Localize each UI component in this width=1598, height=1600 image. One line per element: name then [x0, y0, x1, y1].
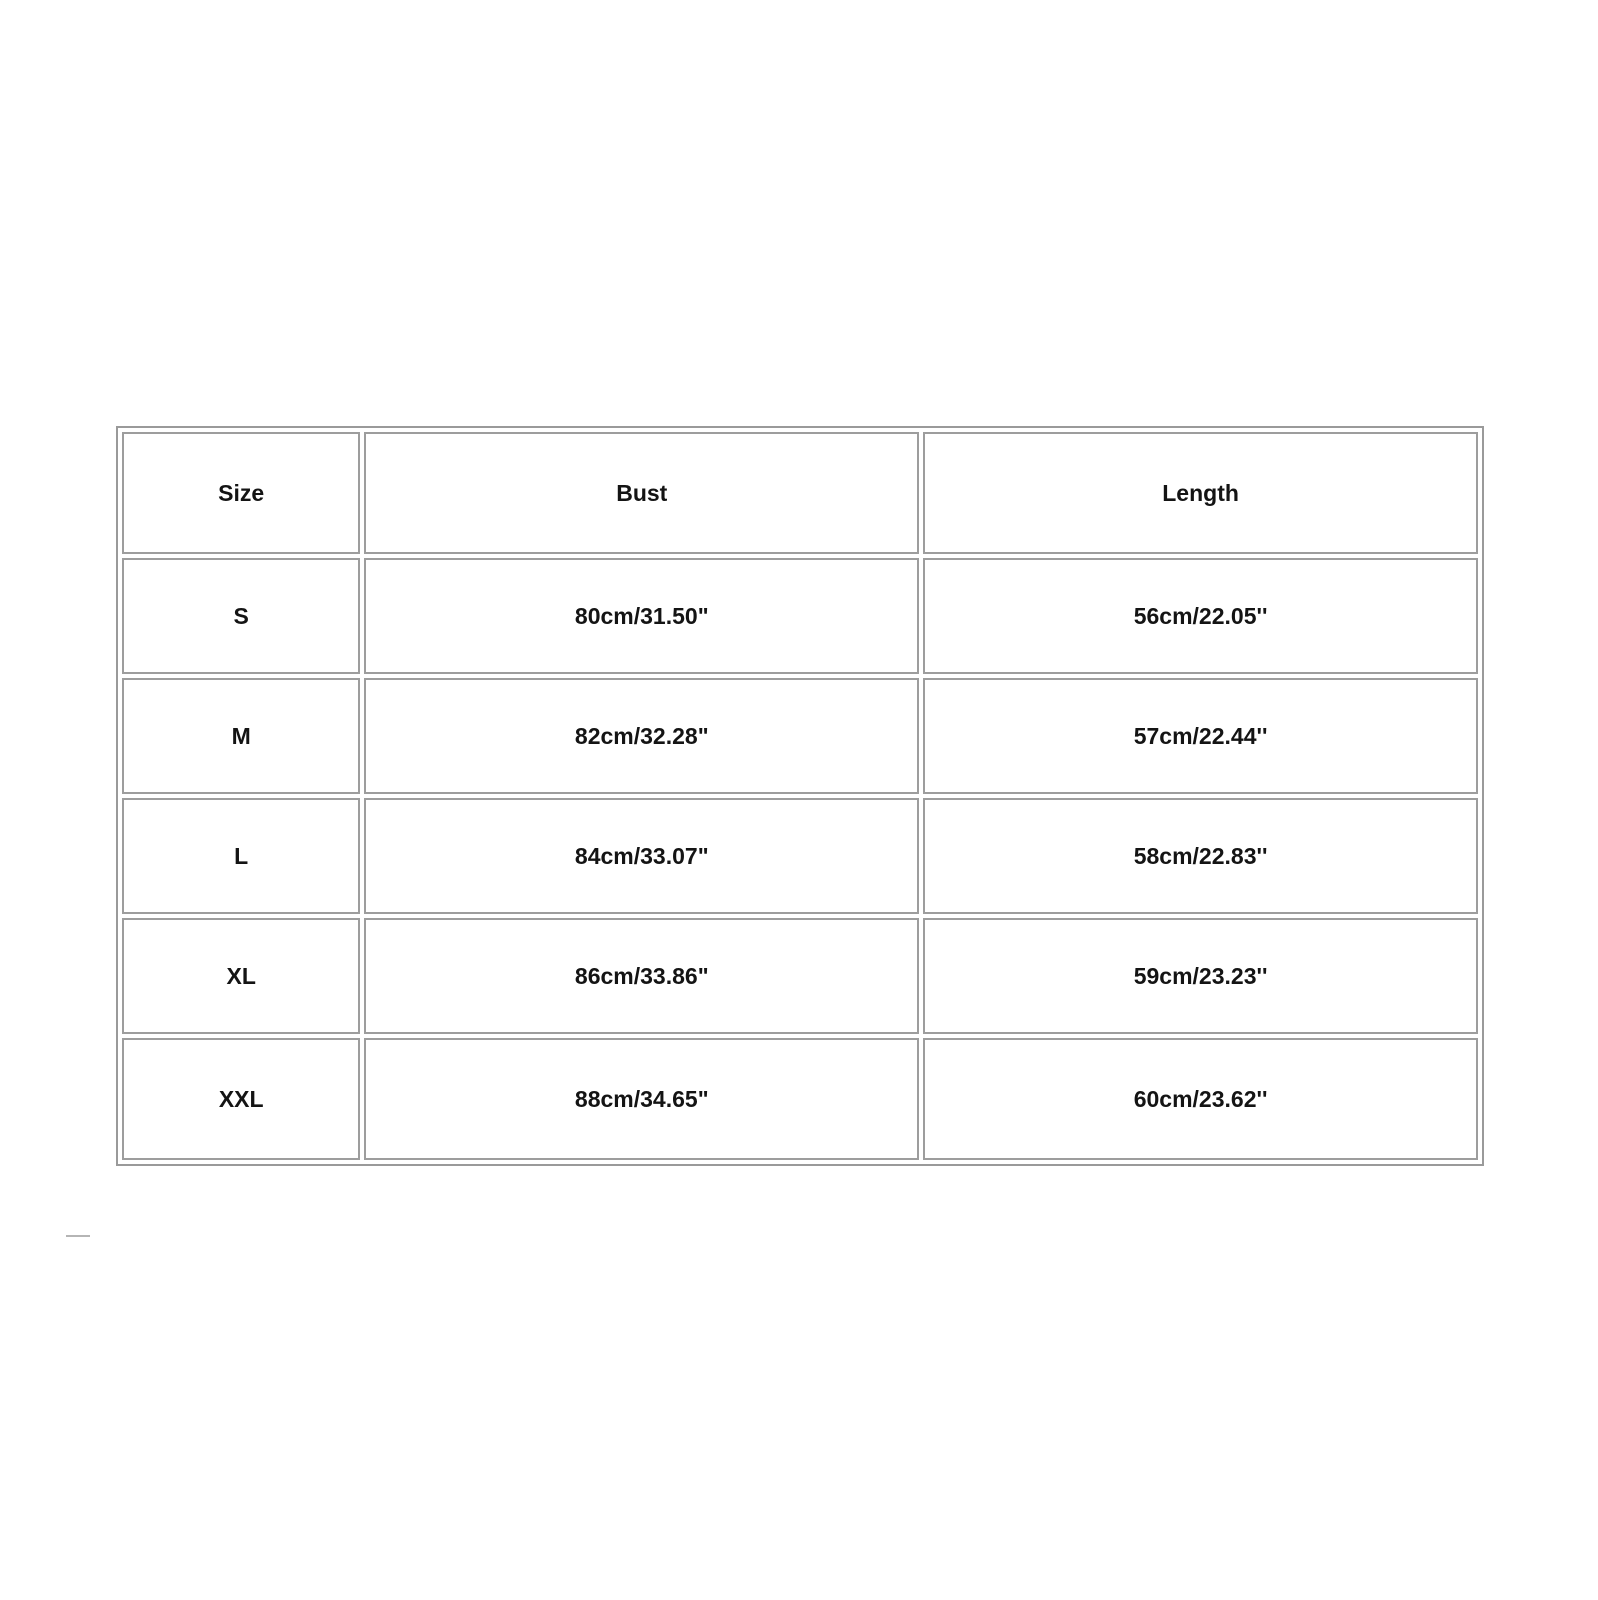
cell-bust: 82cm/32.28"	[364, 678, 919, 794]
cell-size: L	[122, 798, 360, 914]
header-length: Length	[923, 432, 1478, 554]
cell-size: S	[122, 558, 360, 674]
cell-length: 56cm/22.05''	[923, 558, 1478, 674]
cell-length: 58cm/22.83''	[923, 798, 1478, 914]
cell-length: 57cm/22.44''	[923, 678, 1478, 794]
header-size: Size	[122, 432, 360, 554]
divider-mark	[66, 1235, 90, 1237]
cell-length: 60cm/23.62''	[923, 1038, 1478, 1160]
cell-size: XXL	[122, 1038, 360, 1160]
cell-length: 59cm/23.23''	[923, 918, 1478, 1034]
cell-bust: 84cm/33.07"	[364, 798, 919, 914]
cell-size: XL	[122, 918, 360, 1034]
table-row	[122, 798, 1478, 914]
cell-size: M	[122, 678, 360, 794]
cell-bust: 88cm/34.65"	[364, 1038, 919, 1160]
cell-bust: 80cm/31.50"	[364, 558, 919, 674]
table-row	[122, 678, 1478, 794]
table-row	[122, 918, 1478, 1034]
header-bust: Bust	[364, 432, 919, 554]
table-header-row	[122, 432, 1478, 554]
table-row	[122, 558, 1478, 674]
table-row	[122, 1038, 1478, 1160]
size-chart-table	[118, 428, 1482, 1164]
cell-bust: 86cm/33.86"	[364, 918, 919, 1034]
